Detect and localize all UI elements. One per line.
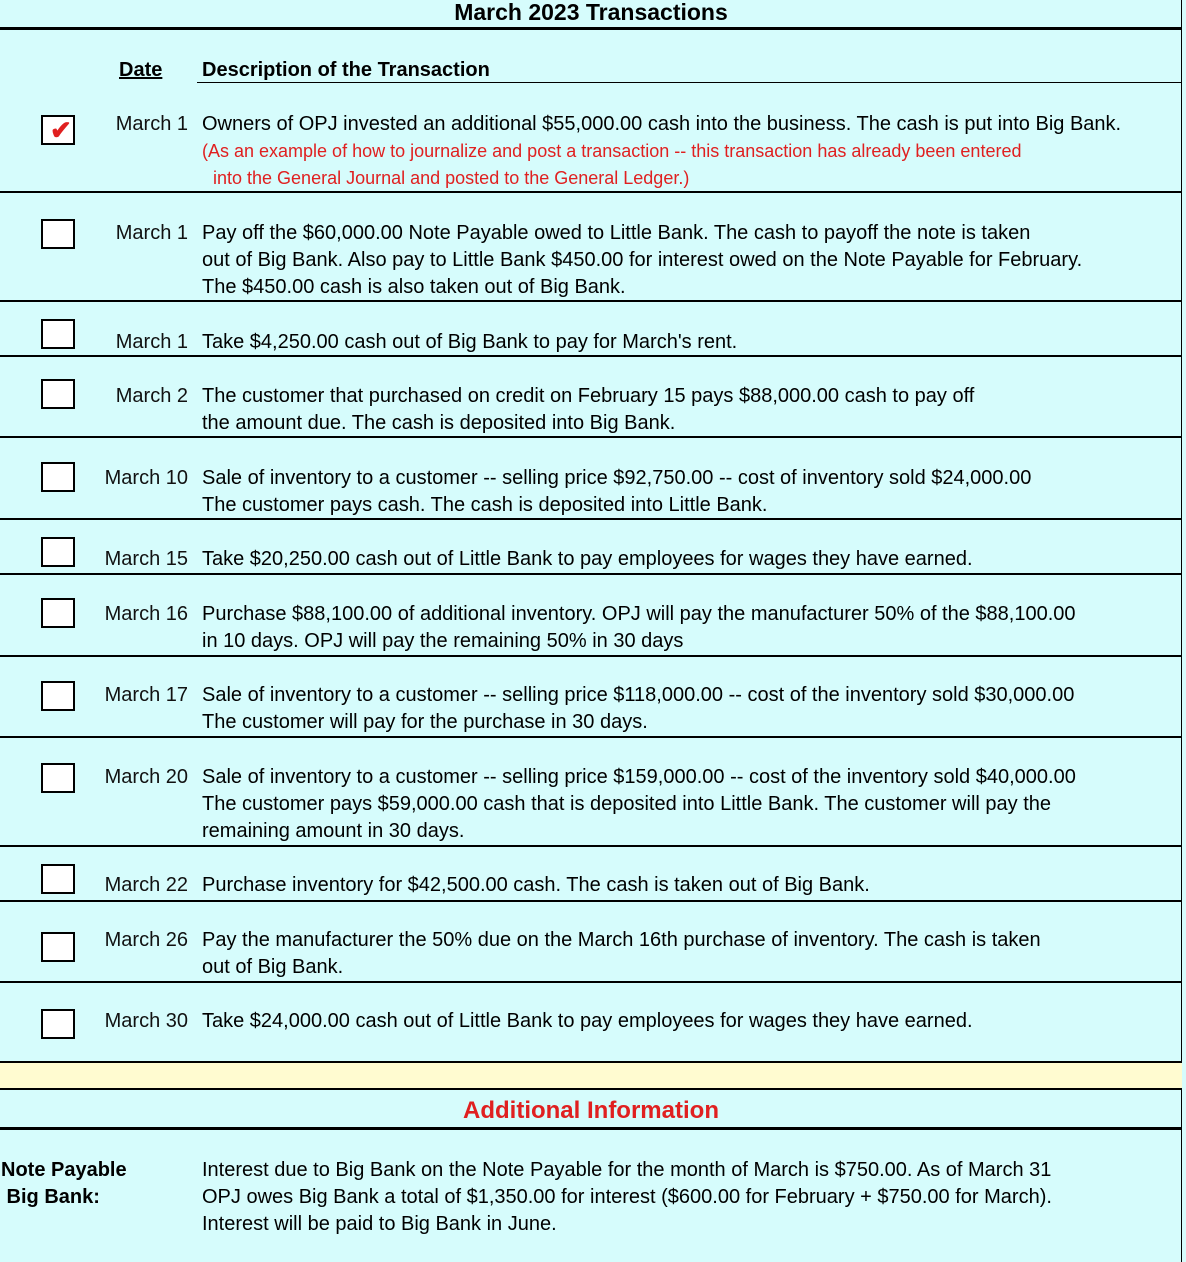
transaction-date: March 17 [104, 684, 188, 706]
transaction-row [0, 302, 1182, 357]
transaction-description [202, 383, 974, 437]
transaction-description [202, 546, 973, 573]
header-divider [197, 82, 1182, 83]
transaction-date: March 1 [115, 113, 188, 135]
transaction-description [202, 1008, 973, 1035]
transaction-date: March 15 [104, 548, 188, 570]
transaction-row [0, 847, 1182, 902]
example-note-line: (As an example of how to journalize and post a transaction -- this transaction has already been entered [202, 141, 1022, 161]
description-line: the amount due. The cash is deposited into Big Bank. [202, 412, 676, 434]
transaction-description [202, 927, 1041, 981]
transaction-row [0, 438, 1182, 520]
description-line: Take $4,250.00 cash out of Big Bank to pay for March's rent. [202, 331, 738, 353]
description-line: Sale of inventory to a customer -- selling price $118,000.00 -- cost of the inventory sold $30,000.00 [202, 684, 1075, 706]
description-line: Sale of inventory to a customer -- selling price $92,750.00 -- cost of inventory sold $24,000.00 [202, 467, 1032, 489]
info-line: Interest will be paid to Big Bank in June. [202, 1213, 557, 1235]
transaction-row [0, 657, 1182, 738]
info-line: Interest due to Big Bank on the Note Payable for the month of March is $750.00. As of March 31 [202, 1159, 1052, 1181]
description-line: The customer will pay for the purchase in 30 days. [202, 711, 648, 733]
date-column-header: Date [119, 59, 163, 81]
transaction-description [202, 111, 1121, 192]
transaction-row [0, 575, 1182, 657]
description-line: Take $20,250.00 cash out of Little Bank to pay employees for wages they have earned. [202, 548, 973, 570]
example-note-line: into the General Journal and posted to the General Ledger.) [213, 168, 690, 188]
description-line: remaining amount in 30 days. [202, 820, 465, 842]
description-line: Sale of inventory to a customer -- selling price $159,000.00 -- cost of the inventory sold $40,000.00 [202, 766, 1076, 788]
description-line: The $450.00 cash is also taken out of Big Bank. [202, 276, 626, 298]
transaction-date: March 22 [104, 874, 188, 896]
description-line: Pay the manufacturer the 50% due on the March 16th purchase of inventory. The cash is taken [202, 929, 1041, 951]
description-line: The customer that purchased on credit on February 15 pays $88,000.00 cash to pay off [202, 385, 975, 407]
transaction-description [202, 465, 1031, 519]
transaction-row [0, 357, 1182, 438]
checkmark-icon: ✔ [50, 115, 72, 145]
note-payable-text [202, 1157, 1052, 1238]
description-column-header: Description of the Transaction [202, 59, 490, 81]
transaction-date: March 30 [104, 1010, 188, 1032]
transaction-row [0, 520, 1182, 575]
transaction-description [202, 764, 1076, 845]
transaction-row [0, 738, 1182, 847]
transaction-row [0, 902, 1182, 983]
transaction-row [0, 85, 1182, 193]
transaction-date: March 2 [115, 385, 188, 407]
description-line: Take $24,000.00 cash out of Little Bank to pay employees for wages they have earned. [202, 1010, 973, 1032]
description-line: Purchase $88,100.00 of additional inventory. OPJ will pay the manufacturer 50% of the $88,100.00 [202, 603, 1076, 625]
description-line: Owners of OPJ invested an additional $55,000.00 cash into the business. The cash is put into Big Bank. [202, 113, 1122, 135]
transaction-date: March 20 [104, 766, 188, 788]
transaction-row [0, 193, 1182, 302]
page-title: March 2023 Transactions [0, 0, 1182, 30]
transaction-date: March 1 [115, 331, 188, 353]
description-line: The customer pays cash. The cash is deposited into Little Bank. [202, 494, 768, 516]
transaction-description [202, 682, 1074, 736]
transaction-date: March 16 [104, 603, 188, 625]
transaction-description [202, 872, 870, 899]
transaction-description [202, 220, 1082, 301]
description-line: The customer pays $59,000.00 cash that is deposited into Little Bank. The customer will pay the [202, 793, 1051, 815]
description-line: out of Big Bank. Also pay to Little Bank $450.00 for interest owed on the Note Payable for February. [202, 249, 1083, 271]
description-line: out of Big Bank. [202, 956, 344, 978]
transaction-row [0, 983, 1182, 1063]
transaction-date: March 1 [115, 222, 188, 244]
additional-info-title: Additional Information [0, 1090, 1182, 1130]
info-line: OPJ owes Big Bank a total of $1,350.00 for interest ($600.00 for February + $750.00 for March). [202, 1186, 1052, 1208]
note-payable-label [1, 1157, 127, 1211]
label-line: Big Bank: [1, 1186, 100, 1208]
transaction-description [202, 601, 1076, 655]
label-line: Note Payable [1, 1159, 127, 1181]
transaction-description [202, 329, 737, 356]
description-line: in 10 days. OPJ will pay the remaining 50% in 30 days [202, 630, 684, 652]
separator-band [0, 1063, 1182, 1090]
description-line: Purchase inventory for $42,500.00 cash. The cash is taken out of Big Bank. [202, 874, 870, 896]
description-line: Pay off the $60,000.00 Note Payable owed to Little Bank. The cash to payoff the note is taken [202, 222, 1031, 244]
transaction-date: March 26 [104, 929, 188, 951]
transaction-date: March 10 [104, 467, 188, 489]
